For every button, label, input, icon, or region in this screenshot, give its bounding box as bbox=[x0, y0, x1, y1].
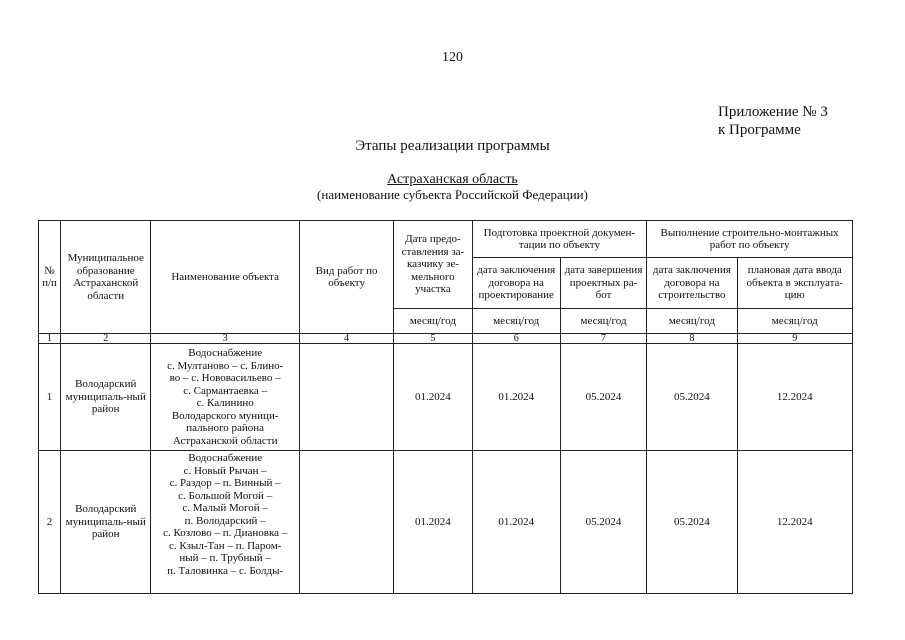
appendix-note bbox=[718, 103, 828, 139]
column-number: 6 bbox=[472, 334, 560, 344]
row-land-date: 01.2024 bbox=[394, 451, 472, 594]
row-design-contract: 01.2024 bbox=[472, 451, 560, 594]
document-title: Этапы реализации программы bbox=[355, 138, 550, 154]
column-number: 5 bbox=[394, 334, 472, 344]
header-row bbox=[39, 221, 853, 258]
row-commission: 12.2024 bbox=[737, 344, 852, 451]
row-num: 2 bbox=[39, 451, 61, 594]
header-build-group: Выполнение строительно-монтажных работ по объекту bbox=[647, 221, 853, 258]
header-design-contract: дата заключения договора на проектирование bbox=[472, 258, 560, 309]
region-caption: (наименование субъекта Российской Федерации) bbox=[317, 187, 588, 202]
header-num: № п/п bbox=[39, 221, 61, 334]
row-object-name: Водоснабжение с. Мултаново – с. Блино- во – с. Нововасильево – с. Сармантаевка – с. Калинино Володарского муници- пального района Астраханской области bbox=[151, 344, 300, 451]
row-work-type bbox=[299, 451, 393, 594]
unit-cell: месяц/год bbox=[647, 309, 737, 334]
unit-cell: месяц/год bbox=[560, 309, 646, 334]
table-row bbox=[39, 451, 853, 594]
row-commission: 12.2024 bbox=[737, 451, 852, 594]
column-number: 4 bbox=[299, 334, 393, 344]
row-municipality: Володарский муниципаль-ный район bbox=[61, 344, 151, 451]
row-design-end: 05.2024 bbox=[560, 451, 646, 594]
row-design-end: 05.2024 bbox=[560, 344, 646, 451]
header-commission: плановая дата ввода объекта в эксплуата-цию bbox=[737, 258, 852, 309]
column-number: 1 bbox=[39, 334, 61, 344]
header-municipality: Муниципальное образование Астраханской области bbox=[61, 221, 151, 334]
row-object-name: Водоснабжение с. Новый Рычан – с. Раздор – п. Винный – с. Большой Могой – с. Малый Могой – п. Володарский – с. Козлово – п. Диановка – с. Кзыл-Тан – п. Паром- ный – п. Трубный – п. Таловинка – с. Болды- bbox=[151, 451, 300, 594]
column-number: 7 bbox=[560, 334, 646, 344]
unit-cell: месяц/год bbox=[394, 309, 472, 334]
row-build-contract: 05.2024 bbox=[647, 451, 737, 594]
region-name: Астраханская область bbox=[387, 172, 518, 187]
header-design-group: Подготовка проектной докумен-тации по объекту bbox=[472, 221, 647, 258]
column-number: 2 bbox=[61, 334, 151, 344]
column-number: 3 bbox=[151, 334, 300, 344]
unit-cell: месяц/год bbox=[472, 309, 560, 334]
row-num: 1 bbox=[39, 344, 61, 451]
header-land-date: Дата предо-ставления за-казчику зе-мельного участка bbox=[394, 221, 472, 309]
row-land-date: 01.2024 bbox=[394, 344, 472, 451]
column-number: 8 bbox=[647, 334, 737, 344]
row-municipality: Володарский муниципаль-ный район bbox=[61, 451, 151, 594]
page-number: 120 bbox=[442, 50, 463, 65]
row-design-contract: 01.2024 bbox=[472, 344, 560, 451]
header-work-type: Вид работ по объекту bbox=[299, 221, 393, 334]
header-build-contract: дата заключения договора на строительство bbox=[647, 258, 737, 309]
appendix-line-1: Приложение № 3 bbox=[718, 104, 828, 120]
appendix-line-2: к Программе bbox=[718, 122, 801, 138]
row-build-contract: 05.2024 bbox=[647, 344, 737, 451]
header-object: Наименование объекта bbox=[151, 221, 300, 334]
program-stages-table bbox=[38, 220, 853, 594]
column-number-row bbox=[39, 334, 853, 344]
table-row bbox=[39, 344, 853, 451]
row-work-type bbox=[299, 344, 393, 451]
column-number: 9 bbox=[737, 334, 852, 344]
unit-cell: месяц/год bbox=[737, 309, 852, 334]
header-design-end: дата завершения проектных ра-бот bbox=[560, 258, 646, 309]
